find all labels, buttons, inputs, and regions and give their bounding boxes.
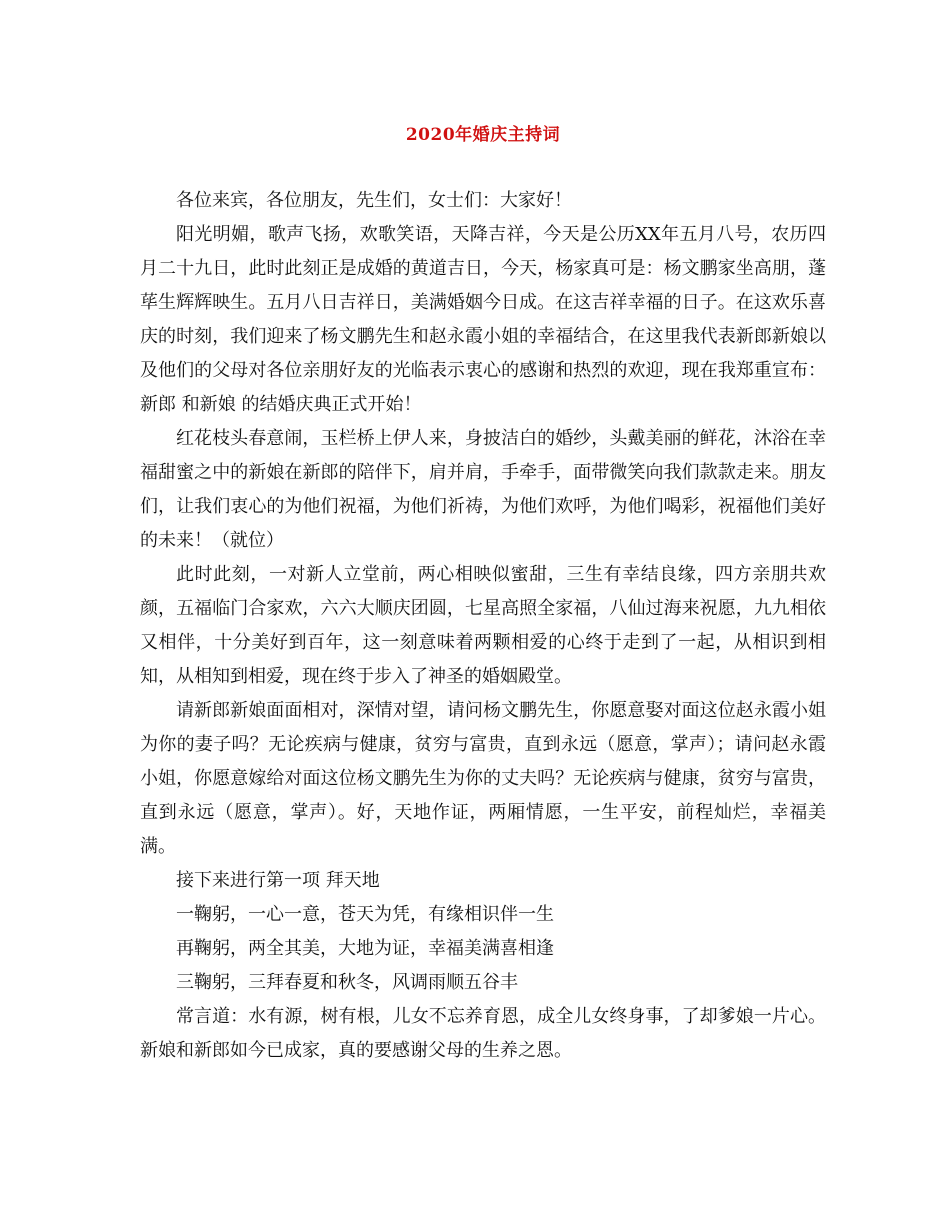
paragraph-blessing: 此时此刻，一对新人立堂前，两心相映似蜜甜，三生有幸结良缘，四方亲朋共欢颜，五福临门合家欢，六六大顺庆团圆，七星高照全家福，八仙过海来祝愿，九九相依又相伴，十分美好到百年，这一刻意味着两颗相爱的心终于走到了一起，从相识到相知，从相知到相爱，现在终于步入了神圣的婚姻殿堂。: [140, 564, 826, 687]
paragraph-bow-three: 三鞠躬，三拜春夏和秋冬，风调雨顺五谷丰: [176, 972, 518, 993]
paragraph-parents-gratitude: 常言道：水有源，树有根，儿女不忘养育恩，成全儿女终身事，了却爹娘一片心。新娘和新郎如今已成家，真的要感谢父母的生养之恩。: [140, 1006, 826, 1061]
document-body: [140, 184, 826, 1068]
document-title: 2020年婚庆主持词: [405, 125, 561, 145]
paragraph-opening: 阳光明媚，歌声飞扬，欢歌笑语，天降吉祥，今天是公历XX年五月八号，农历四月二十九日，此时此刻正是成婚的黄道吉日，今天，杨家真可是：杨文鹏家坐高朋，蓬荜生辉辉映生。五月八日吉祥日，美满婚姻今日成。在这吉祥幸福的日子。在这欢乐喜庆的时刻，我们迎来了杨文鹏先生和赵永霞小姐的幸福结合，在这里我代表新郎新娘以及他们的父母对各位亲朋好友的光临表示衷心的感谢和热烈的欢迎，现在我郑重宣布：新郎 和新娘 的结婚庆典正式开始！: [140, 224, 826, 415]
paragraph-greeting: 各位来宾，各位朋友，先生们，女士们：大家好！: [176, 190, 572, 211]
paragraph-bow-one: 一鞠躬，一心一意，苍天为凭，有缘相识伴一生: [176, 904, 554, 925]
paragraph-vows: 请新郎新娘面面相对，深情对望，请问杨文鹏先生，你愿意娶对面这位赵永霞小姐为你的妻子吗？无论疾病与健康，贫穷与富贵，直到永远（愿意，掌声）；请问赵永霞小姐，你愿意嫁给对面这位杨文鹏先生为你的丈夫吗？无论疾病与健康，贫穷与富贵，直到永远（愿意，掌声）。好，天地作证，两厢情愿，一生平安，前程灿烂，幸福美满。: [140, 700, 826, 857]
paragraph-bride-entrance: 红花枝头春意闹，玉栏桥上伊人来，身披洁白的婚纱，头戴美丽的鲜花，沐浴在幸福甜蜜之中的新娘在新郎的陪伴下，肩并肩，手牵手，面带微笑向我们款款走来。朋友们，让我们衷心的为他们祝福，为他们祈祷，为他们欢呼，为他们喝彩，祝福他们美好的未来！（就位）: [140, 428, 826, 551]
paragraph-bow-two: 再鞠躬，两全其美，大地为证，幸福美满喜相逢: [176, 938, 554, 959]
paragraph-first-item: 接下来进行第一项 拜天地: [176, 870, 380, 891]
